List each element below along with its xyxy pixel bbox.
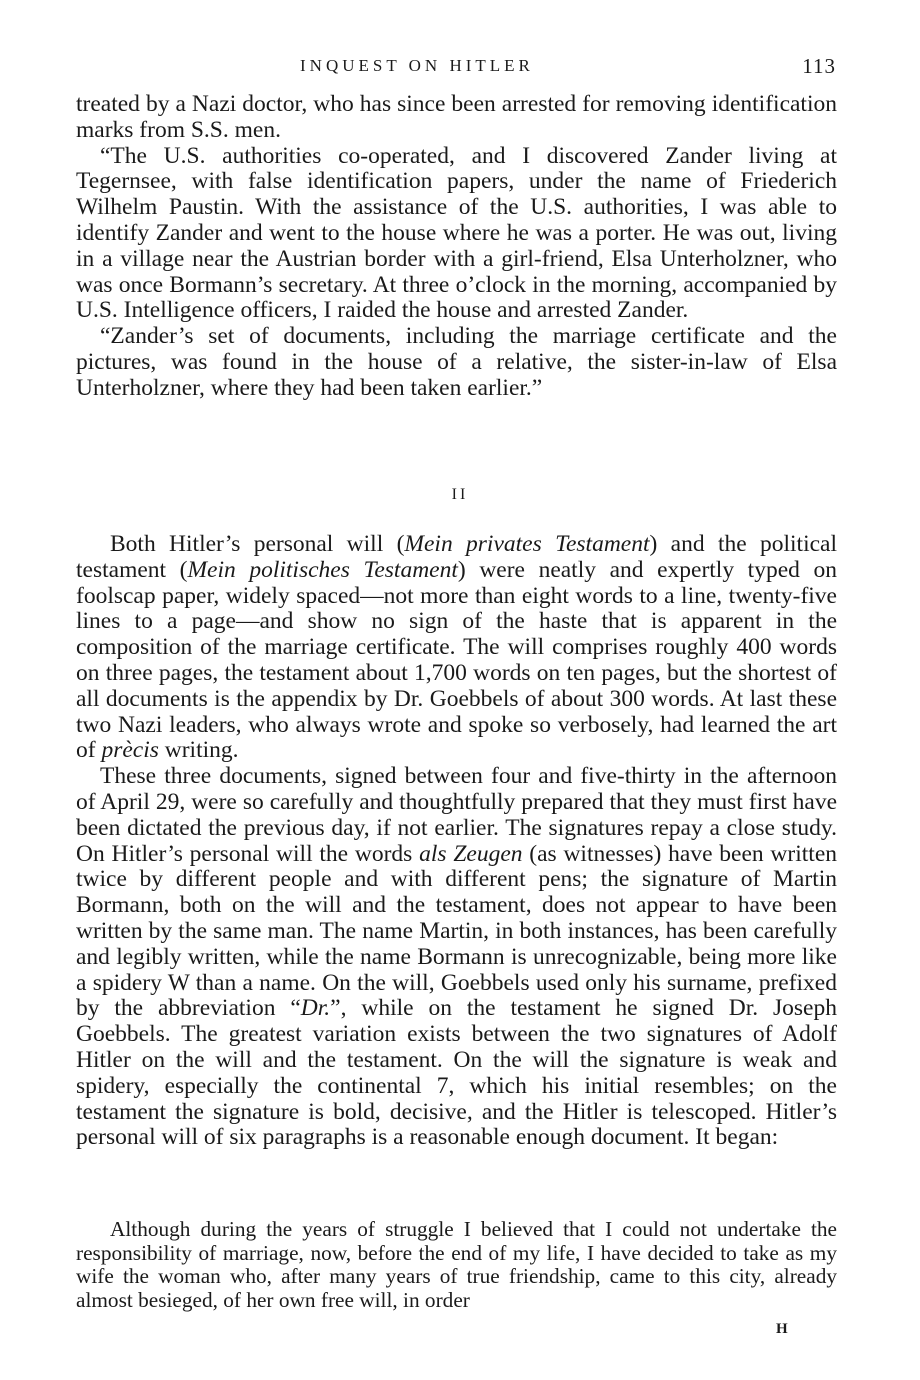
italic-term: prècis: [101, 737, 159, 764]
running-head: [0, 56, 920, 86]
text-run: ) and the political testament (: [76, 531, 837, 583]
italic-term: als Zeugen: [419, 840, 523, 867]
quote-text: Although during the years of struggle I believed that I could not undertake the responsibility of marriage, now, before the end of my life, I have decided to take as my wife the woman who, after many years of true friendship, came to this city, already almost besieged, of her own free will, in order: [76, 1217, 837, 1312]
text-run: These three documents, signed between four and five-thirty in the afternoon of April 29, were so carefully and thoughtfully prepared that they must first have been dictated the previous day, if not earlier. The signatures repay a close study. On Hitler’s personal will the words: [76, 763, 837, 867]
italic-term: Dr.: [300, 995, 331, 1022]
italic-title: Mein politisches Testament: [187, 556, 458, 583]
paragraph-continuation: treated by a Nazi doctor, who has since been arrested for removing identification marks from S.S. men.: [76, 91, 837, 143]
text-run: ”, while on the testament he signed Dr. Joseph Goebbels. The greatest variation exists between the two signatures of Adolf Hitler on the will and the testament. On the will the signature is weak and spidery, especially the continental 7, which his initial resembles; on the testament the signature is bold, decisive, and the Hitler is telescoped. Hitler’s personal will of six paragraphs is a reasonable enough document. It began:: [76, 995, 837, 1151]
text-run: writing.: [158, 737, 239, 764]
text-run: ) were neatly and expertly typed on foolscap paper, widely spaced—not more than eight words to a line, twenty-five lines to a page—and show no sign of the haste that is apparent in the composition of the marriage certificate. The will comprises roughly 400 words on three pages, the testament about 1,700 words on ten pages, but the shortest of all documents is the appendix by Dr. Goebbels of about 300 words. At last these two Nazi leaders, who always wrote and spoke so verbosely, had learned the art of: [76, 556, 837, 764]
section-one-text: [76, 92, 837, 402]
page-number: 113: [802, 54, 836, 78]
paragraph-zander-discovery: “The U.S. authorities co-operated, and I discovered Zander living at Tegernsee, with false identification papers, under the name of Friederich Wilhelm Paustin. With the assistance of the U.S. authorities, I was able to identify Zander and went to the house where he was a porter. He was out, living in a village near the Austrian border with a girl-friend, Elsa Unterholzner, who was once Bormann’s secretary. At three o’clock in the morning, accompanied by U.S. Intelligence officers, I raided the house and arrested Zander.: [76, 142, 837, 324]
paragraph-zander-documents: “Zander’s set of documents, including the marriage certificate and the pictures, was found in the house of a relative, the sister-in-law of Elsa Unterholzner, where they had been taken earlier.”: [76, 323, 837, 401]
paragraph-will-and-testament: [76, 532, 837, 764]
text-run: Both Hitler’s personal will (: [110, 531, 405, 557]
paragraph-signatures: [76, 764, 837, 1151]
section-number: II: [451, 486, 469, 503]
text-run: (as witnesses) have been written twice by different people and with different pens; the signature of Martin Bormann, both on the will and the testament, does not appear to have been written by the same man. The name Martin, in both instances, has been carefully and legibly written, while the name Bormann is unrecognizable, being more like a spidery W than a name. On the will, Goebbels used only his surname, prefixed by the abbreviation “: [76, 840, 838, 1022]
section-two-text: [76, 532, 837, 1151]
signature-mark: H: [776, 1321, 789, 1337]
italic-title: Mein privates Testament: [404, 531, 650, 557]
block-quote: [76, 1218, 837, 1312]
running-title: INQUEST ON HITLER: [300, 56, 534, 75]
